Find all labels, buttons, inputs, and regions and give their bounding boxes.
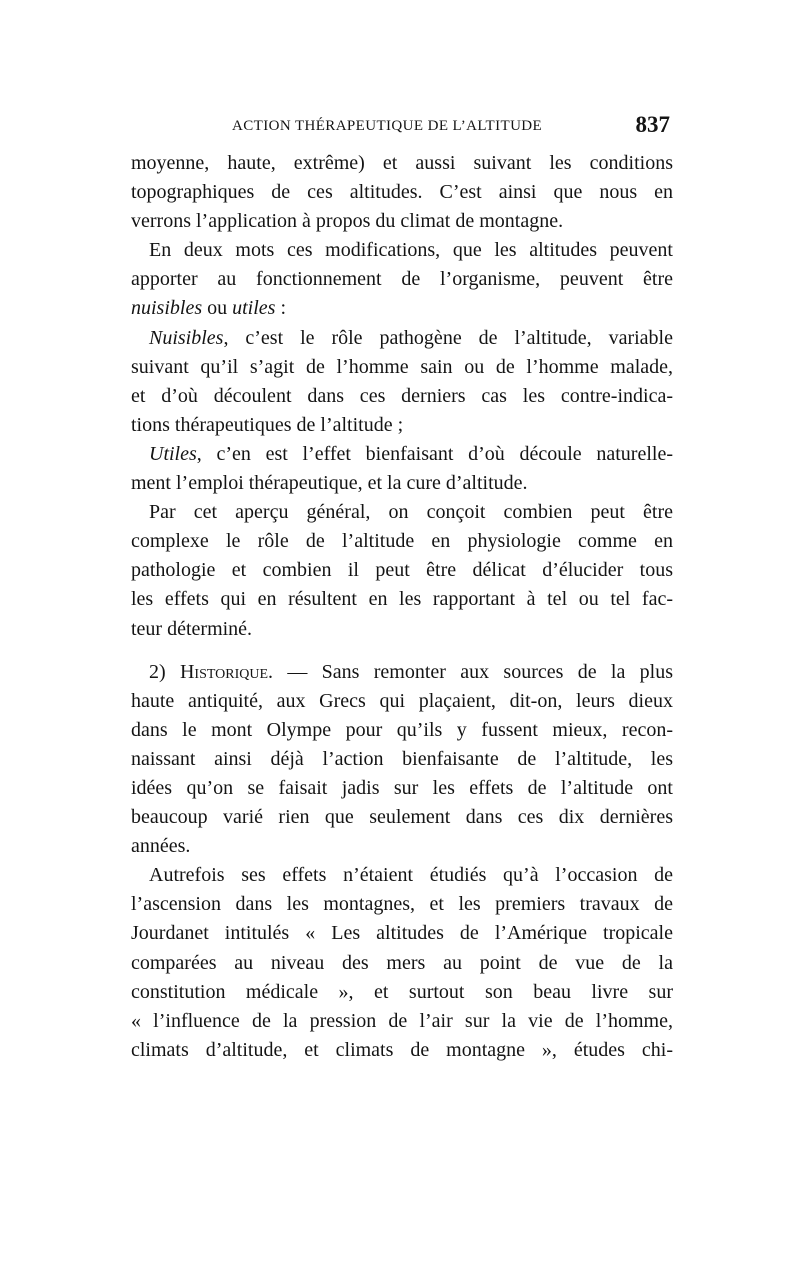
italic-term: nuisibles: [131, 297, 203, 320]
text-line: verrons l’application à propos du climat de montagne.: [131, 210, 564, 233]
text-line: dans le mont Olympe pour qu’ils y fussent mieux, recon-: [131, 718, 673, 741]
text-run: , c’en est l’effet bienfaisant d’où découle naturelle-: [196, 442, 673, 465]
section-heading-line: [131, 658, 673, 687]
text-line: pathologie et combien il peut être délicat d’élucider tous: [131, 559, 673, 582]
text-line: et d’où découlent dans ces derniers cas les contre-indica-: [131, 384, 673, 407]
text-line: constitution médicale », et surtout son beau livre sur: [131, 980, 673, 1003]
text-line: apporter au fonctionnement de l’organisme, peuvent être: [131, 268, 673, 291]
text-line: suivant qu’il s’agit de l’homme sain ou de l’homme malade,: [131, 355, 673, 378]
section-title: Historique: [179, 660, 269, 683]
text-line: En deux mots ces modifications, que les altitudes peuvent: [149, 239, 673, 262]
text-line: idées qu’on se faisait jadis sur les effets de l’altitude ont: [131, 776, 673, 799]
text-line: beaucoup varié rien que seulement dans ces dix dernières: [131, 806, 673, 829]
text-line: Jourdanet intitulés « Les altitudes de l’Amérique tropicale: [131, 922, 673, 945]
page-number: 837: [635, 112, 670, 137]
text-line: [131, 324, 673, 353]
section-number: 2): [149, 660, 180, 683]
body-text: [131, 149, 673, 1065]
text-line: moyenne, haute, extrême) et aussi suivant les conditions: [131, 152, 673, 174]
text-line: tions thérapeutiques de l’altitude ;: [131, 413, 404, 436]
running-head: [130, 112, 676, 140]
text-line: teur déterminé.: [131, 617, 253, 640]
text-line: climats d’altitude, et climats de montagne », études chi-: [131, 1038, 673, 1061]
text-line: haute antiquité, aux Grecs qui plaçaient, dit-on, leurs dieux: [131, 689, 673, 712]
text-run: :: [275, 297, 287, 320]
italic-term: Utiles: [149, 442, 197, 465]
text-line: « l’influence de la pression de l’air sur la vie de l’homme,: [131, 1009, 673, 1032]
text-run: ou: [202, 297, 233, 320]
text-line: années.: [131, 835, 191, 858]
text-line: Autrefois ses effets n’étaient étudiés qu’à l’occasion de: [149, 864, 673, 887]
italic-term: utiles: [232, 297, 276, 320]
italic-term: Nuisibles: [149, 326, 224, 349]
text-line: ment l’emploi thérapeutique, et la cure d’altitude.: [131, 472, 528, 495]
text-line: Par cet aperçu général, on conçoit combien peut être: [149, 501, 673, 524]
text-run: . — Sans remonter aux sources de la plus: [268, 660, 673, 683]
text-line: naissant ainsi déjà l’action bienfaisante de l’altitude, les: [131, 747, 673, 770]
text-line: l’ascension dans les montagnes, et les premiers travaux de: [131, 893, 673, 916]
text-line: comparées au niveau des mers au point de vue de la: [131, 951, 673, 974]
text-line: complexe le rôle de l’altitude en physiologie comme en: [131, 530, 673, 553]
text-line: les effets qui en résultent en les rapportant à tel ou tel fac-: [131, 588, 673, 611]
text-line: [131, 440, 673, 469]
text-line: topographiques de ces altitudes. C’est ainsi que nous en: [131, 181, 673, 204]
section-gap: [131, 644, 673, 658]
running-title: ACTION THÉRAPEUTIQUE DE L’ALTITUDE: [232, 118, 543, 134]
text-run: , c’est le rôle pathogène de l’altitude, variable: [223, 326, 673, 349]
text-line: [131, 294, 673, 323]
